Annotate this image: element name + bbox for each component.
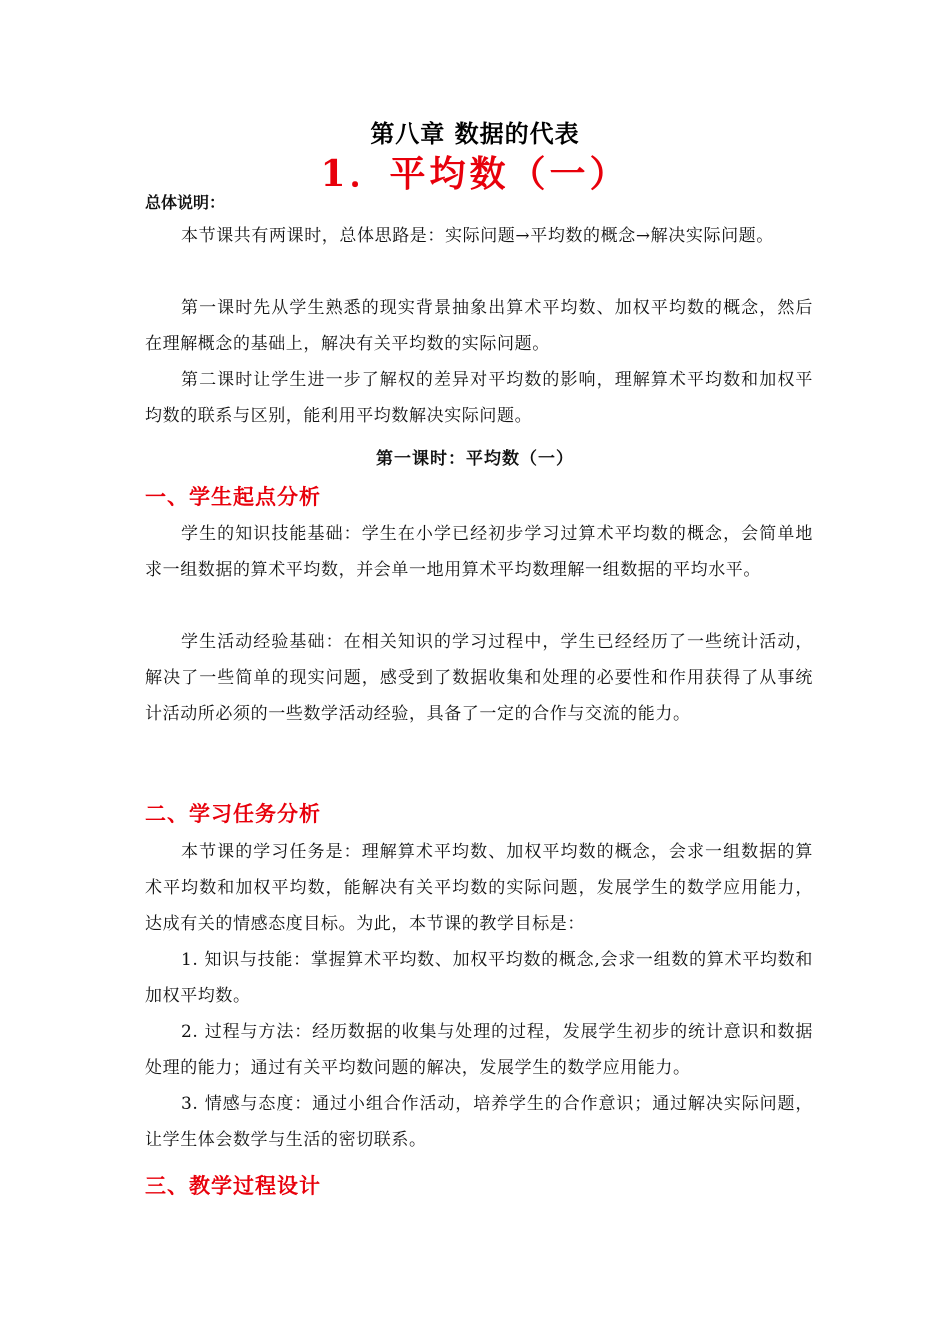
overview-paragraph-2: 第一课时先从学生熟悉的现实背景抽象出算术平均数、加权平均数的概念，然后在理解概念的基础上，解决有关平均数的实际问题。 [145,298,813,354]
section-heading-1: 一、学生起点分析 [145,485,321,509]
section-heading-2: 二、学习任务分析 [145,802,321,826]
section2-item-3: 3. 情感与态度：通过小组合作活动，培养学生的合作意识；通过解决实际问题，让学生体会数学与生活的密切联系。 [145,1094,813,1150]
section1-paragraph-2: 学生活动经验基础：在相关知识的学习过程中，学生已经经历了一些统计活动，解决了一些简单的现实问题，感受到了数据收集和处理的必要性和作用获得了从事统计活动所必须的一些数学活动经验，具备了一定的合作与交流的能力。 [145,632,813,724]
lesson-subtitle: 第一课时：平均数（一） [376,449,574,469]
overview-paragraph-3: 第二课时让学生进一步了解权的差异对平均数的影响，理解算术平均数和加权平均数的联系与区别，能利用平均数解决实际问题。 [145,370,813,426]
lesson-title: 1．平均数（一） [320,153,630,195]
chapter-title: 第八章 数据的代表 [370,120,580,148]
section2-paragraph-1: 本节课的学习任务是：理解算术平均数、加权平均数的概念，会求一组数据的算术平均数和加权平均数，能解决有关平均数的实际问题，发展学生的数学应用能力，达成有关的情感态度目标。为此，本节课的教学目标是： [145,842,813,934]
section2-item-1: 1. 知识与技能：掌握算术平均数、加权平均数的概念,会求一组数的算术平均数和加权平均数。 [145,950,813,1006]
section1-paragraph-1: 学生的知识技能基础：学生在小学已经初步学习过算术平均数的概念，会简单地求一组数据的算术平均数，并会单一地用算术平均数理解一组数据的平均水平。 [145,524,813,580]
overview-label: 总体说明： [145,193,226,212]
overview-paragraph-1: 本节课共有两课时，总体思路是：实际问题→平均数的概念→解决实际问题。 [181,226,774,246]
section2-item-2: 2. 过程与方法：经历数据的收集与处理的过程，发展学生初步的统计意识和数据处理的能力；通过有关平均数问题的解决，发展学生的数学应用能力。 [145,1022,813,1078]
section-heading-3: 三、教学过程设计 [145,1174,321,1198]
